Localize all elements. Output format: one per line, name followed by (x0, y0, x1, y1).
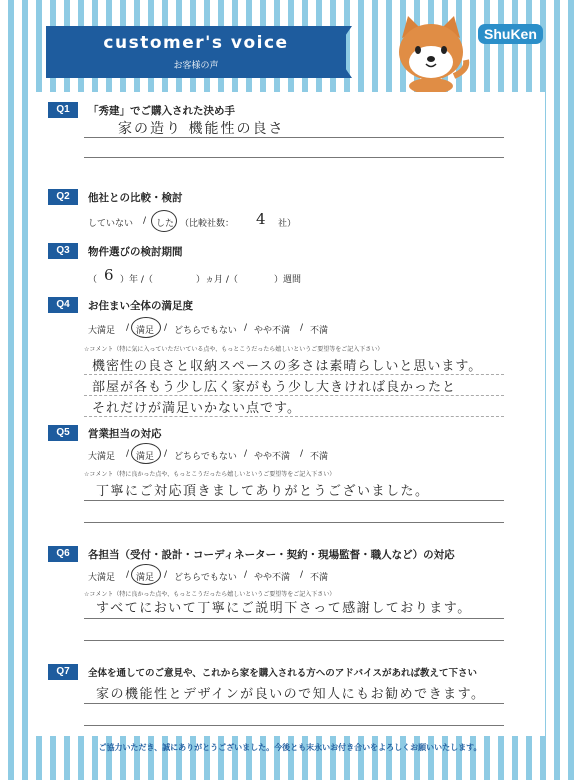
q5-sep-1: / (126, 449, 130, 459)
q6-sep-4: / (300, 570, 304, 580)
q5-answer: 丁寧にご対応頂きましてありがとうございました。 (96, 484, 430, 499)
q6-opt-very-satisfied: 大満足 (88, 573, 116, 583)
q5-opt-satisfied: 満足 (136, 452, 155, 462)
q1-line-1 (84, 137, 504, 138)
q6-line-2 (84, 640, 504, 641)
q2-option-yes: した (156, 219, 175, 229)
q4-sep-1: / (126, 323, 130, 333)
q5-title: 営業担当の対応 (88, 428, 162, 440)
q3-years: 6 (104, 266, 116, 284)
q4-answer-line-3: それだけが満足いかない点です。 (92, 401, 301, 416)
q3-paren-open: （ (88, 275, 98, 285)
q6-sep-2: / (164, 570, 168, 580)
q7-line-2 (84, 725, 504, 726)
q1-badge: Q1 (48, 102, 78, 118)
q6-sep-1: / (126, 570, 130, 580)
q2-badge: Q2 (48, 189, 78, 205)
q6-opt-neutral: どちらでもない (174, 573, 237, 583)
q6-opt-somewhat-dissatisfied: やや不満 (254, 573, 291, 583)
q6-title: 各担当（受付・設計・コーディネーター・契約・現場監督・職人など）の対応 (88, 549, 455, 561)
q5-comment-note: ☆コメント（特に良かった点や、もっとこうだったら嬉しいというご要望等をご記入下さい） (84, 471, 336, 478)
q5-sep-4: / (300, 449, 304, 459)
q4-line-1 (84, 374, 504, 375)
q5-line-2 (84, 522, 504, 523)
q6-line-1 (84, 618, 504, 619)
q4-comment-note: ☆コメント（特に気に入っていただいている点や、もっとこうだったら嬉しいというご要望等をご記入下さい） (84, 346, 384, 353)
q3-weeks-unit: ）週間 (274, 275, 302, 285)
q5-opt-dissatisfied: 不満 (310, 452, 329, 462)
q4-title: お住まい全体の満足度 (88, 300, 193, 312)
q6-badge: Q6 (48, 546, 78, 562)
q6-sep-3: / (244, 570, 248, 580)
footer-thanks: ご協力いただき、誠にありがとうございました。今後とも末永いお付き合いをよろしくお願いいたします。 (98, 743, 482, 752)
shiba-dog-icon (388, 12, 474, 92)
q3-months-unit: ）ヵ月 /（ (196, 275, 238, 285)
shuken-logo: ShuKen (478, 24, 543, 44)
q4-sep-4: / (300, 323, 304, 333)
q4-badge: Q4 (48, 297, 78, 313)
header-subtitle: お客様の声 (173, 61, 219, 71)
q4-opt-very-satisfied: 大満足 (88, 326, 116, 336)
q5-badge: Q5 (48, 425, 78, 441)
q7-answer: 家の機能性とデザインが良いので知人にもお勧めできます。 (96, 687, 486, 702)
q4-line-3 (84, 416, 504, 417)
q4-opt-somewhat-dissatisfied: やや不満 (254, 326, 291, 336)
q6-opt-dissatisfied: 不満 (310, 573, 329, 583)
q3-years-unit: ）年 /（ (120, 275, 153, 285)
q1-answer: 家の造り 機能性の良さ (118, 121, 285, 137)
q6-comment-note: ☆コメント（特に良かった点や、もっとこうだったら嬉しいというご要望等をご記入下さい） (84, 591, 336, 598)
q1-line-2 (84, 157, 504, 158)
q5-opt-very-satisfied: 大満足 (88, 452, 116, 462)
q4-answer-line-2: 部屋が各もう少し広く家がもう少し大きければ良かったと (92, 380, 457, 395)
q5-opt-neutral: どちらでもない (174, 452, 237, 462)
q1-title: 「秀建」でご購入された決め手 (88, 105, 235, 117)
q6-answer: すべてにおいて丁寧にご説明下さって感謝しております。 (96, 601, 472, 616)
q2-separator: / (143, 216, 147, 226)
q3-title: 物件選びの検討期間 (88, 246, 183, 258)
q5-line-1 (84, 500, 504, 501)
q2-count-unit: 社） (278, 219, 297, 229)
q4-opt-satisfied: 満足 (136, 326, 155, 336)
q2-count: 4 (256, 210, 268, 228)
q6-opt-satisfied: 満足 (136, 573, 155, 583)
q4-answer-line-1: 機密性の良さと収納スペースの多さは素晴らしいと思います。 (92, 359, 483, 374)
q4-opt-neutral: どちらでもない (174, 326, 237, 336)
q3-badge: Q3 (48, 243, 78, 259)
q2-title: 他社との比較・検討 (88, 192, 183, 204)
q7-title: 全体を通してのご意見や、これから家を購入される方へのアドバイスがあれば教えて下さい (88, 668, 478, 679)
q5-sep-2: / (164, 449, 168, 459)
q2-count-label: （比較社数： (180, 219, 235, 229)
q7-badge: Q7 (48, 664, 78, 680)
q5-sep-3: / (244, 449, 248, 459)
q4-line-2 (84, 395, 504, 396)
q4-opt-dissatisfied: 不満 (310, 326, 329, 336)
q7-line-1 (84, 703, 504, 704)
header-title: customer's voice (103, 33, 289, 53)
q5-opt-somewhat-dissatisfied: やや不満 (254, 452, 291, 462)
q4-sep-3: / (244, 323, 248, 333)
q2-option-no: していない (88, 219, 134, 229)
q4-sep-2: / (164, 323, 168, 333)
